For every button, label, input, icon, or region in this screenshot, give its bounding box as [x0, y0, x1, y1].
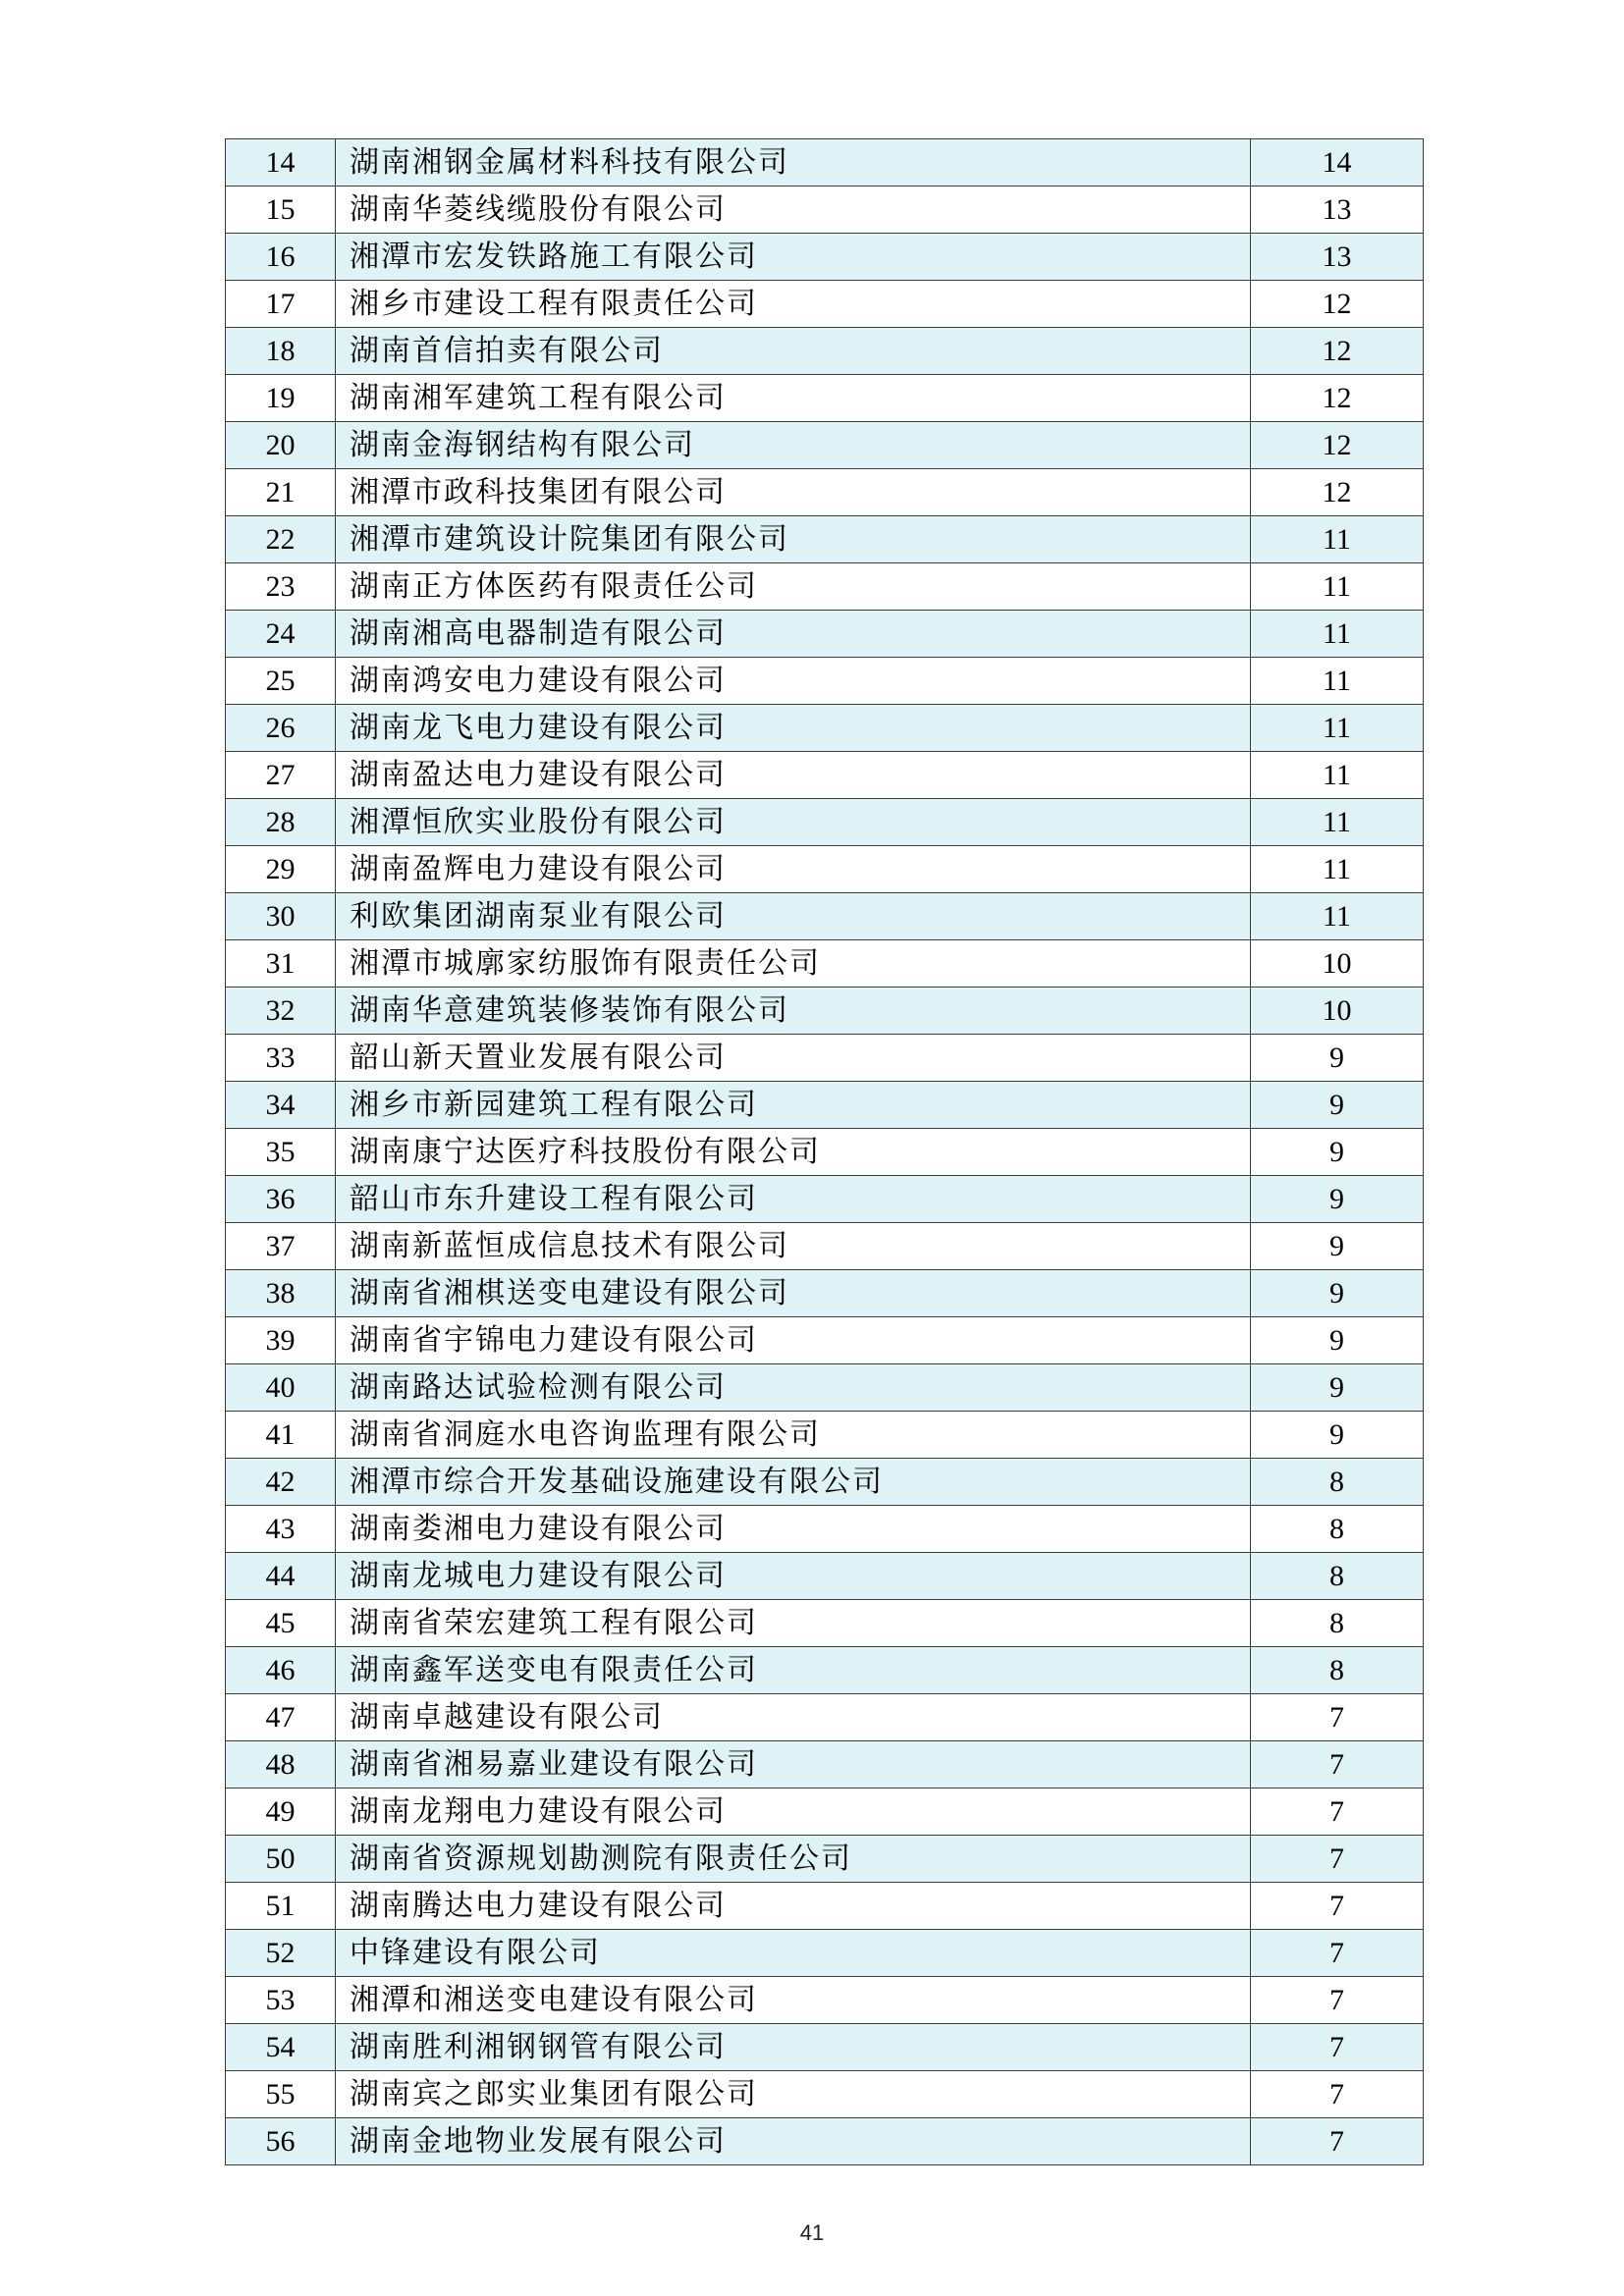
- count-cell: 11: [1251, 752, 1424, 799]
- row-number-cell: 32: [226, 988, 336, 1035]
- company-name-cell: 湖南龙飞电力建设有限公司: [336, 705, 1251, 752]
- row-number-cell: 54: [226, 2024, 336, 2071]
- table-row: [226, 2024, 1424, 2071]
- row-number-cell: 47: [226, 1694, 336, 1741]
- table-row: [226, 375, 1424, 422]
- row-number-cell: 17: [226, 281, 336, 328]
- company-name-cell: 湖南娄湘电力建设有限公司: [336, 1506, 1251, 1553]
- row-number-cell: 48: [226, 1741, 336, 1789]
- row-number-cell: 36: [226, 1176, 336, 1223]
- row-number-cell: 50: [226, 1836, 336, 1883]
- row-number-cell: 31: [226, 940, 336, 988]
- company-name-cell: 湖南鑫军送变电有限责任公司: [336, 1647, 1251, 1694]
- company-name-cell: 湘潭恒欣实业股份有限公司: [336, 799, 1251, 846]
- count-cell: 12: [1251, 375, 1424, 422]
- count-cell: 8: [1251, 1459, 1424, 1506]
- company-name-cell: 湖南腾达电力建设有限公司: [336, 1883, 1251, 1930]
- row-number-cell: 23: [226, 563, 336, 611]
- row-number-cell: 22: [226, 516, 336, 563]
- company-name-cell: 湖南胜利湘钢钢管有限公司: [336, 2024, 1251, 2071]
- table-row: [226, 328, 1424, 375]
- company-name-cell: 湘潭和湘送变电建设有限公司: [336, 1977, 1251, 2024]
- row-number-cell: 29: [226, 846, 336, 893]
- count-cell: 9: [1251, 1082, 1424, 1129]
- row-number-cell: 49: [226, 1789, 336, 1836]
- table-row: [226, 469, 1424, 516]
- table-row: [226, 658, 1424, 705]
- company-name-cell: 韶山新天置业发展有限公司: [336, 1035, 1251, 1082]
- row-number-cell: 52: [226, 1930, 336, 1977]
- row-number-cell: 19: [226, 375, 336, 422]
- row-number-cell: 38: [226, 1270, 336, 1317]
- table-row: [226, 1129, 1424, 1176]
- table-row: [226, 422, 1424, 469]
- table-row: [226, 516, 1424, 563]
- company-name-cell: 湖南省荣宏建筑工程有限公司: [336, 1600, 1251, 1647]
- count-cell: 7: [1251, 1694, 1424, 1741]
- company-name-cell: 湖南湘军建筑工程有限公司: [336, 375, 1251, 422]
- company-name-cell: 湘潭市城廓家纺服饰有限责任公司: [336, 940, 1251, 988]
- row-number-cell: 41: [226, 1412, 336, 1459]
- count-cell: 11: [1251, 705, 1424, 752]
- table-row: [226, 1977, 1424, 2024]
- count-cell: 10: [1251, 940, 1424, 988]
- company-ranking-table: [225, 138, 1424, 2165]
- table-row: [226, 1364, 1424, 1412]
- table-row: [226, 1930, 1424, 1977]
- table-row: [226, 281, 1424, 328]
- company-name-cell: 湘潭市综合开发基础设施建设有限公司: [336, 1459, 1251, 1506]
- count-cell: 8: [1251, 1553, 1424, 1600]
- count-cell: 9: [1251, 1035, 1424, 1082]
- row-number-cell: 26: [226, 705, 336, 752]
- row-number-cell: 39: [226, 1317, 336, 1364]
- row-number-cell: 14: [226, 139, 336, 187]
- count-cell: 9: [1251, 1412, 1424, 1459]
- company-name-cell: 利欧集团湖南泵业有限公司: [336, 893, 1251, 940]
- count-cell: 7: [1251, 1789, 1424, 1836]
- table-row: [226, 988, 1424, 1035]
- row-number-cell: 56: [226, 2118, 336, 2165]
- company-name-cell: 湘乡市建设工程有限责任公司: [336, 281, 1251, 328]
- count-cell: 11: [1251, 658, 1424, 705]
- company-name-cell: 湖南华意建筑装修装饰有限公司: [336, 988, 1251, 1035]
- table-body: [226, 139, 1424, 2165]
- count-cell: 9: [1251, 1364, 1424, 1412]
- company-name-cell: 湖南盈辉电力建设有限公司: [336, 846, 1251, 893]
- table-row: [226, 563, 1424, 611]
- row-number-cell: 15: [226, 187, 336, 234]
- row-number-cell: 27: [226, 752, 336, 799]
- row-number-cell: 16: [226, 234, 336, 281]
- company-name-cell: 湖南金地物业发展有限公司: [336, 2118, 1251, 2165]
- company-name-cell: 湖南华菱线缆股份有限公司: [336, 187, 1251, 234]
- table-row: [226, 1694, 1424, 1741]
- table-row: [226, 139, 1424, 187]
- company-name-cell: 湘潭市宏发铁路施工有限公司: [336, 234, 1251, 281]
- count-cell: 9: [1251, 1176, 1424, 1223]
- count-cell: 9: [1251, 1129, 1424, 1176]
- company-name-cell: 湖南路达试验检测有限公司: [336, 1364, 1251, 1412]
- table-row: [226, 799, 1424, 846]
- count-cell: 11: [1251, 611, 1424, 658]
- count-cell: 7: [1251, 1883, 1424, 1930]
- table-row: [226, 1883, 1424, 1930]
- table-row: [226, 752, 1424, 799]
- company-name-cell: 湖南首信拍卖有限公司: [336, 328, 1251, 375]
- count-cell: 8: [1251, 1506, 1424, 1553]
- row-number-cell: 24: [226, 611, 336, 658]
- table-row: [226, 1317, 1424, 1364]
- company-name-cell: 湖南宾之郎实业集团有限公司: [336, 2071, 1251, 2118]
- row-number-cell: 55: [226, 2071, 336, 2118]
- count-cell: 7: [1251, 1836, 1424, 1883]
- row-number-cell: 34: [226, 1082, 336, 1129]
- row-number-cell: 44: [226, 1553, 336, 1600]
- count-cell: 11: [1251, 563, 1424, 611]
- table-row: [226, 1836, 1424, 1883]
- count-cell: 7: [1251, 1977, 1424, 2024]
- table-row: [226, 1789, 1424, 1836]
- count-cell: 14: [1251, 139, 1424, 187]
- table-row: [226, 1553, 1424, 1600]
- row-number-cell: 25: [226, 658, 336, 705]
- row-number-cell: 35: [226, 1129, 336, 1176]
- count-cell: 9: [1251, 1270, 1424, 1317]
- table-row: [226, 1082, 1424, 1129]
- count-cell: 13: [1251, 234, 1424, 281]
- company-name-cell: 湖南省宇锦电力建设有限公司: [336, 1317, 1251, 1364]
- row-number-cell: 30: [226, 893, 336, 940]
- table-row: [226, 2118, 1424, 2165]
- company-name-cell: 湖南省资源规划勘测院有限责任公司: [336, 1836, 1251, 1883]
- table-row: [226, 1459, 1424, 1506]
- company-name-cell: 湖南鸿安电力建设有限公司: [336, 658, 1251, 705]
- company-name-cell: 湖南省湘棋送变电建设有限公司: [336, 1270, 1251, 1317]
- row-number-cell: 53: [226, 1977, 336, 2024]
- table-row: [226, 187, 1424, 234]
- count-cell: 11: [1251, 846, 1424, 893]
- company-name-cell: 湘潭市建筑设计院集团有限公司: [336, 516, 1251, 563]
- count-cell: 10: [1251, 988, 1424, 1035]
- company-name-cell: 中锋建设有限公司: [336, 1930, 1251, 1977]
- company-name-cell: 湖南湘高电器制造有限公司: [336, 611, 1251, 658]
- company-name-cell: 湖南龙城电力建设有限公司: [336, 1553, 1251, 1600]
- company-name-cell: 湖南新蓝恒成信息技术有限公司: [336, 1223, 1251, 1270]
- row-number-cell: 21: [226, 469, 336, 516]
- company-name-cell: 湖南康宁达医疗科技股份有限公司: [336, 1129, 1251, 1176]
- count-cell: 11: [1251, 799, 1424, 846]
- row-number-cell: 20: [226, 422, 336, 469]
- table-row: [226, 1506, 1424, 1553]
- table-row: [226, 1741, 1424, 1789]
- count-cell: 7: [1251, 2118, 1424, 2165]
- table-row: [226, 611, 1424, 658]
- table-row: [226, 1223, 1424, 1270]
- count-cell: 7: [1251, 1741, 1424, 1789]
- company-name-cell: 湖南龙翔电力建设有限公司: [336, 1789, 1251, 1836]
- count-cell: 12: [1251, 469, 1424, 516]
- count-cell: 11: [1251, 893, 1424, 940]
- row-number-cell: 51: [226, 1883, 336, 1930]
- company-name-cell: 湘乡市新园建筑工程有限公司: [336, 1082, 1251, 1129]
- count-cell: 7: [1251, 2071, 1424, 2118]
- row-number-cell: 18: [226, 328, 336, 375]
- company-name-cell: 湘潭市政科技集团有限公司: [336, 469, 1251, 516]
- count-cell: 13: [1251, 187, 1424, 234]
- table-row: [226, 1412, 1424, 1459]
- count-cell: 8: [1251, 1600, 1424, 1647]
- table-row: [226, 234, 1424, 281]
- table-row: [226, 893, 1424, 940]
- company-name-cell: 湖南省洞庭水电咨询监理有限公司: [336, 1412, 1251, 1459]
- table-row: [226, 1035, 1424, 1082]
- table-row: [226, 1176, 1424, 1223]
- company-name-cell: 湖南盈达电力建设有限公司: [336, 752, 1251, 799]
- count-cell: 12: [1251, 328, 1424, 375]
- row-number-cell: 40: [226, 1364, 336, 1412]
- table-row: [226, 940, 1424, 988]
- count-cell: 9: [1251, 1223, 1424, 1270]
- row-number-cell: 37: [226, 1223, 336, 1270]
- row-number-cell: 45: [226, 1600, 336, 1647]
- row-number-cell: 33: [226, 1035, 336, 1082]
- count-cell: 9: [1251, 1317, 1424, 1364]
- row-number-cell: 42: [226, 1459, 336, 1506]
- row-number-cell: 28: [226, 799, 336, 846]
- page-number: 41: [799, 2220, 825, 2245]
- table-row: [226, 846, 1424, 893]
- company-name-cell: 湖南金海钢结构有限公司: [336, 422, 1251, 469]
- count-cell: 7: [1251, 2024, 1424, 2071]
- company-name-cell: 湖南卓越建设有限公司: [336, 1694, 1251, 1741]
- count-cell: 12: [1251, 422, 1424, 469]
- table-row: [226, 2071, 1424, 2118]
- table-row: [226, 705, 1424, 752]
- table-row: [226, 1270, 1424, 1317]
- count-cell: 8: [1251, 1647, 1424, 1694]
- company-name-cell: 湖南省湘易嘉业建设有限公司: [336, 1741, 1251, 1789]
- count-cell: 12: [1251, 281, 1424, 328]
- count-cell: 7: [1251, 1930, 1424, 1977]
- row-number-cell: 43: [226, 1506, 336, 1553]
- table-row: [226, 1647, 1424, 1694]
- table-row: [226, 1600, 1424, 1647]
- company-name-cell: 湖南正方体医药有限责任公司: [336, 563, 1251, 611]
- company-name-cell: 韶山市东升建设工程有限公司: [336, 1176, 1251, 1223]
- company-name-cell: 湖南湘钢金属材料科技有限公司: [336, 139, 1251, 187]
- row-number-cell: 46: [226, 1647, 336, 1694]
- count-cell: 11: [1251, 516, 1424, 563]
